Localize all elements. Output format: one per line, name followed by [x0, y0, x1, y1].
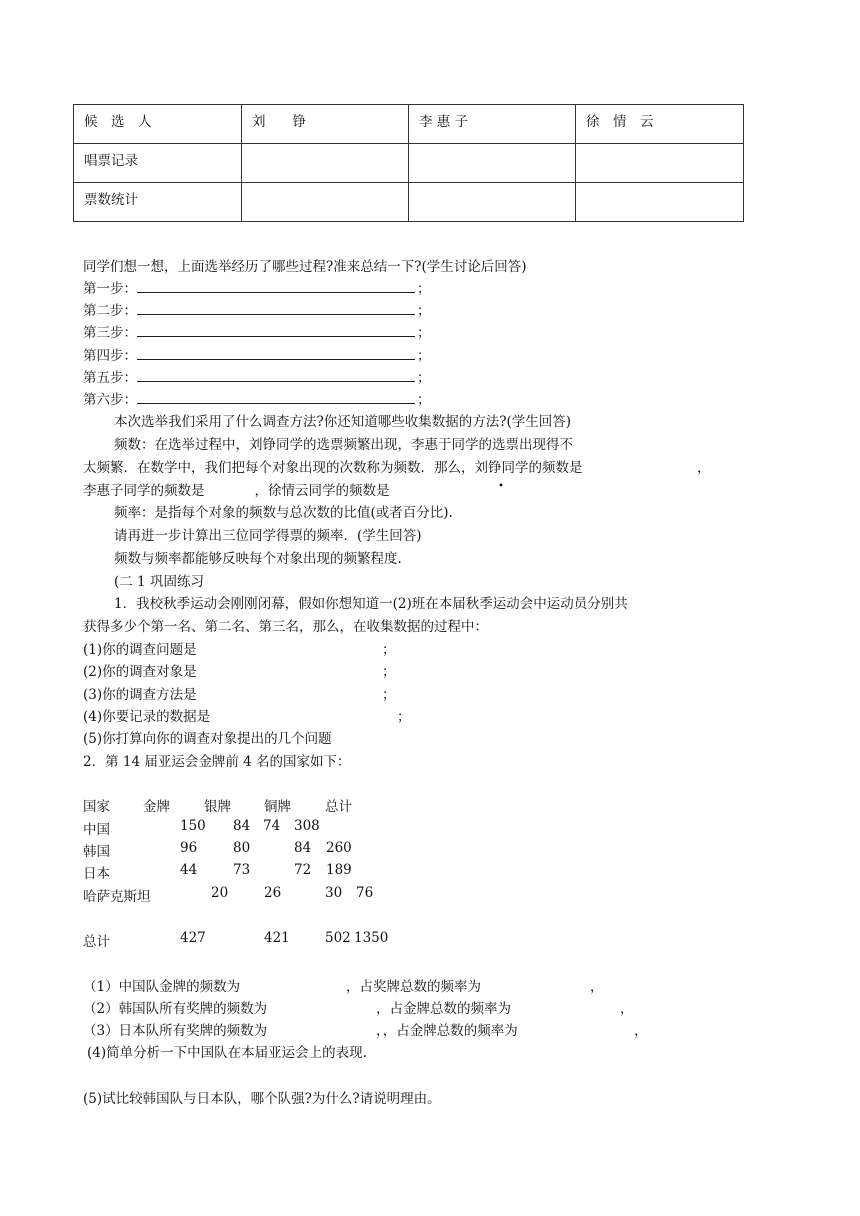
step-line: 第五步： ；: [83, 370, 431, 386]
table-cell[interactable]: [409, 144, 576, 183]
step-line: 第三步： ；: [83, 325, 431, 341]
step-line: 第一步： ；: [83, 281, 431, 297]
table-cell: 刘 铮: [242, 105, 409, 144]
paragraph: 李惠子同学的频数是 ，徐情云同学的频数是: [83, 483, 390, 499]
exercise-question: (2)你的调查对象是: [83, 664, 197, 680]
answer-blank[interactable]: [137, 279, 415, 293]
paragraph: 频数：在选举过程中，刘铮同学的选票频繁出现，李惠于同学的选票出现得不: [114, 437, 573, 453]
step-label: 第四步：: [83, 348, 137, 364]
medal-header-gold: 金牌: [143, 799, 170, 815]
question-text: （1）中国队金牌的频数为: [83, 979, 241, 995]
question-text: （2）韩国队所有奖牌的频数为: [83, 1001, 268, 1017]
table-row: [74, 183, 744, 222]
punctuation: ，: [590, 979, 604, 995]
step-label: 第三步：: [83, 325, 137, 341]
medal-silver: 26: [264, 885, 282, 901]
step-line: 第六步： ；: [83, 392, 431, 408]
medal-header-total: 总计: [325, 799, 352, 815]
medal-gold: 96: [180, 840, 198, 856]
medal-gold: 44: [180, 862, 198, 878]
table-cell: 唱票记录: [74, 144, 242, 183]
medal-bronze: 72: [294, 862, 312, 878]
section-heading: (二 1 巩固练习: [114, 574, 204, 590]
medal-gold: 20: [211, 885, 229, 901]
medal-header-silver: 银牌: [204, 799, 231, 815]
question-text: (5)试比较韩国队与日本队，哪个队强?为什么?请说明理由。: [83, 1091, 441, 1107]
exercise-question: (4)你要记录的数据是: [83, 709, 211, 725]
medal-gold: 150: [180, 818, 206, 834]
table-cell[interactable]: [242, 183, 409, 222]
medal-country: 中国: [83, 822, 110, 838]
medal-total: 76: [356, 885, 374, 901]
medal-total: 308: [294, 818, 320, 834]
punctuation: ；: [397, 709, 411, 725]
table-cell: 候 选 人: [74, 105, 242, 144]
question-text: (4)简单分析一下中国队在本届亚运会上的表现.: [87, 1045, 367, 1061]
medal-silver: 84: [233, 818, 251, 834]
table-cell: 票数统计: [74, 183, 242, 222]
medal-total: 260: [326, 840, 352, 856]
step-label: 第一步：: [83, 281, 137, 297]
medal-country: 韩国: [83, 844, 110, 860]
answer-blank[interactable]: [137, 301, 415, 315]
table-cell: 李 惠 子: [409, 105, 576, 144]
table-cell: 徐 情 云: [576, 105, 744, 144]
table-cell[interactable]: [409, 183, 576, 222]
medal-total: 189: [326, 862, 352, 878]
exercise-question: (3)你的调查方法是: [83, 687, 197, 703]
intro-question: 同学们想一想，上面选举经历了哪些过程?准来总结一下?(学生讨论后回答): [83, 259, 527, 275]
paragraph: 频数与频率都能够反映每个对象出现的频繁程度.: [114, 551, 402, 567]
punctuation: ，: [620, 1001, 634, 1017]
step-label: 第五步：: [83, 370, 137, 386]
medal-header-country: 国家: [83, 799, 110, 815]
step-label: 第六步：: [83, 392, 137, 408]
bullet-dot: •: [498, 481, 504, 492]
medal-country: 哈萨克斯坦: [83, 889, 151, 905]
answer-blank[interactable]: [137, 346, 415, 360]
exercise-text: 获得多少个第一名、第二名、第三名，那么，在收集数据的过程中：: [83, 619, 488, 635]
punctuation: ；: [382, 687, 396, 703]
answer-blank[interactable]: [137, 323, 415, 337]
medal-total-label: 总计: [83, 934, 110, 950]
question-text: ，占金牌总数的频率为: [376, 1001, 511, 1017]
table-row: [74, 144, 744, 183]
exercise-text: 1．我校秋季运动会刚刚闭幕，假如你想知道一(2)班在本届秋季运动会中运动员分别共: [114, 596, 628, 612]
paragraph: 请再进一步计算出三位同学得票的频率．(学生回答): [114, 528, 422, 544]
paragraph: 本次选举我们采用了什么调查方法?你还知道哪些收集数据的方法?(学生回答): [114, 414, 572, 430]
exercise-question: (1)你的调查问题是: [83, 642, 197, 658]
medal-bronze: 84: [294, 840, 312, 856]
medal-bronze: 502: [325, 930, 351, 946]
table-cell[interactable]: [576, 183, 744, 222]
medal-silver: 73: [233, 862, 251, 878]
punctuation: ；: [382, 642, 396, 658]
medal-silver: 421: [264, 930, 290, 946]
medal-header-bronze: 铜牌: [264, 799, 291, 815]
answer-blank[interactable]: [137, 390, 415, 404]
question-text: ，占奖牌总数的频率为: [346, 979, 481, 995]
question-text: ，，占金牌总数的频率为: [376, 1023, 518, 1039]
medal-bronze: 74: [263, 818, 281, 834]
question-text: （3）日本队所有奖牌的频数为: [83, 1023, 268, 1039]
medal-gold: 427: [180, 930, 206, 946]
medal-silver: 80: [233, 840, 251, 856]
exercise-text: 2．第 14 届亚运会金牌前 4 名的国家如下：: [83, 754, 351, 770]
step-line: 第二步： ；: [83, 303, 431, 319]
table-row: [74, 105, 744, 144]
punctuation: ；: [382, 664, 396, 680]
vote-table: [73, 104, 744, 222]
step-label: 第二步：: [83, 303, 137, 319]
medal-bronze: 30: [325, 885, 343, 901]
exercise-question: (5)你打算向你的调查对象提出的几个问题: [83, 731, 332, 747]
medal-total: 1350: [354, 930, 389, 946]
step-line: 第四步： ；: [83, 348, 431, 364]
medal-country: 日本: [83, 866, 110, 882]
paragraph: 太频繁．在数学中，我们把每个对象出现的次数称为频数．那么，刘铮同学的频数是: [83, 460, 583, 476]
punctuation: ，: [697, 460, 711, 476]
table-cell[interactable]: [576, 144, 744, 183]
table-cell[interactable]: [242, 144, 409, 183]
punctuation: ，: [634, 1023, 648, 1039]
paragraph: 频率：是指每个对象的频数与总次数的比值(或者百分比).: [114, 505, 453, 521]
answer-blank[interactable]: [137, 368, 415, 382]
